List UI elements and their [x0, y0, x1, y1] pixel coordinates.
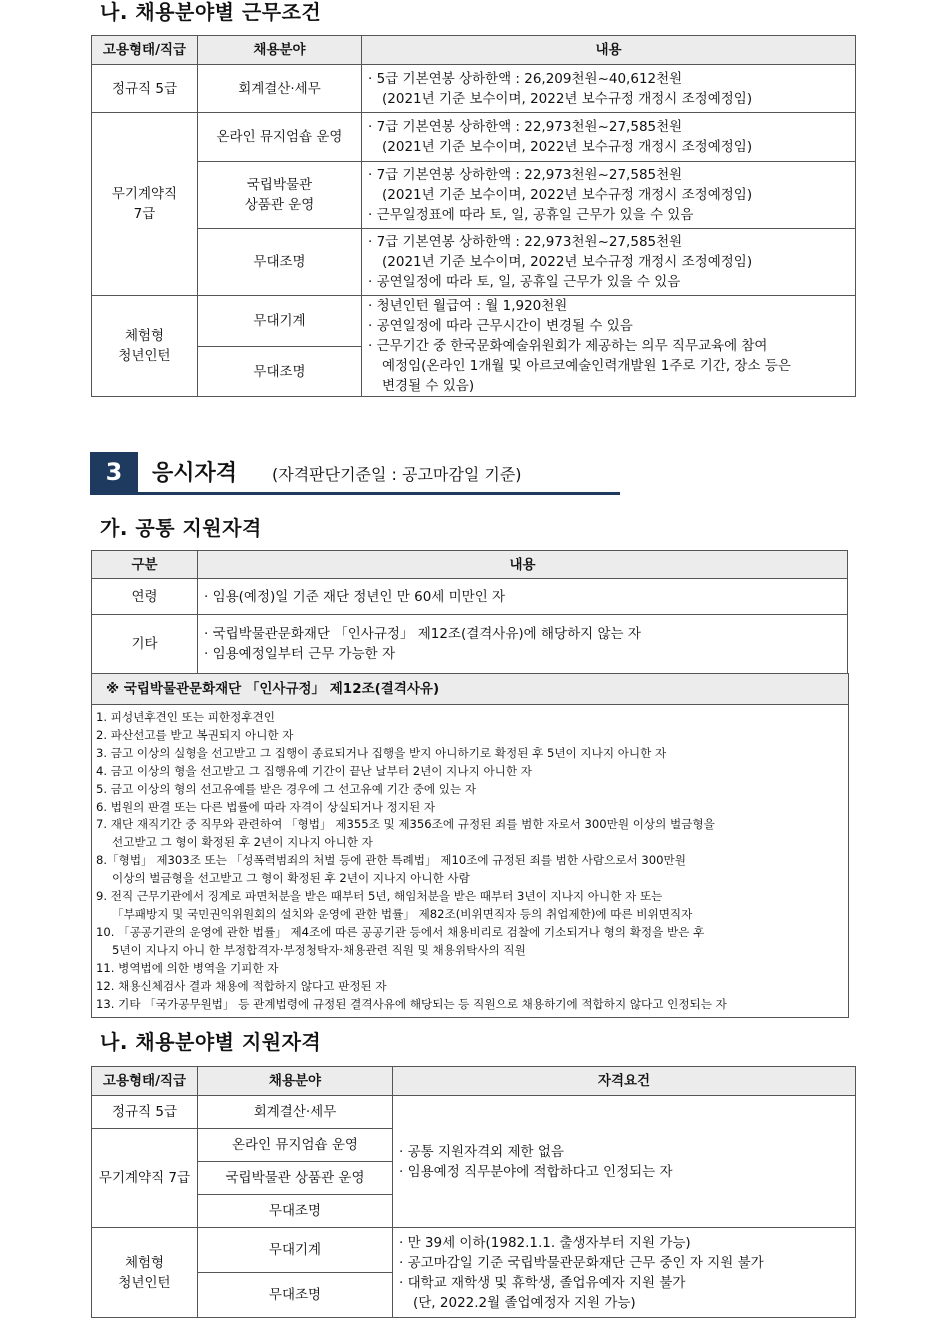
field-cell: 무대기계 — [198, 296, 362, 347]
list-item: 10. 「공공기관의 운영에 관한 법률」 제4조에 따른 공공기관 등에서 채용비리로 검찰에 기소되거나 형의 확정을 받은 후 — [96, 924, 705, 939]
list-item: 13. 기타 「국가공무원법」 등 관계법령에 규정된 결격사유에 해당되는 등 직원으로 채용하기에 적합하지 않다고 인정되는 자 — [96, 996, 727, 1011]
requirements-cell: · 공통 지원자격외 제한 없음 · 임용예정 직무분야에 적합하다고 인정되는 자 — [393, 1096, 856, 1228]
section-subtitle: (자격판단기준일 : 공고마감일 기준) — [272, 465, 522, 484]
content-cell: · 7급 기본연봉 상하한액 : 22,973천원~27,585천원 (2021년 기준 보수이며, 2022년 보수규정 개정시 조정예정임) — [362, 113, 856, 162]
conditions-heading: 나. 채용분야별 근무조건 — [100, 0, 322, 24]
category-cell: 기타 — [92, 615, 198, 674]
type-cell: 정규직 5급 — [92, 65, 198, 113]
type-cell: 체험형 청년인턴 — [92, 1228, 198, 1318]
content-cell: · 임용(예정)일 기준 재단 정년인 만 60세 미만인 자 — [198, 579, 848, 615]
content-cell: · 국립박물관문화재단 「인사규정」 제12조(결격사유)에 해당하지 않는 자 · 임용예정일부터 근무 가능한 자 — [198, 615, 848, 674]
list-item: 11. 병역법에 의한 병역을 기피한 자 — [96, 960, 279, 975]
field-cell: 회계결산·세무 — [198, 1096, 393, 1129]
list-item: 3. 금고 이상의 실형을 선고받고 그 집행이 종료되거나 집행을 받지 아니하기로 확정된 후 5년이 지나지 아니한 자 — [96, 745, 667, 760]
list-item: 8.「형법」 제303조 또는 「성폭력범죄의 처벌 등에 관한 특례법」 제10조에 규정된 죄를 범한 사람으로서 300만원 — [96, 853, 686, 868]
common-qualification-table — [91, 550, 848, 674]
section-title: 응시자격 — [152, 461, 238, 486]
field-cell: 무대조명 — [198, 347, 362, 397]
header-requirements: 자격요건 — [393, 1067, 856, 1096]
header-field: 채용분야 — [198, 36, 362, 65]
field-cell: 무대조명 — [198, 1273, 393, 1318]
header-type: 고용형태/직급 — [92, 36, 198, 65]
type-cell: 무기계약직 7급 — [92, 113, 198, 296]
list-item: 이상의 벌금형을 선고받고 그 형이 확정된 후 2년이 지나지 아니한 사람 — [112, 871, 470, 886]
field-qualification-heading: 나. 채용분야별 지원자격 — [100, 1030, 322, 1054]
list-item: 4. 금고 이상의 형을 선고받고 그 집행유예 기간이 끝난 날부터 2년이 지나지 아니한 자 — [96, 763, 532, 778]
section-underline — [90, 492, 620, 495]
requirements-cell: · 만 39세 이하(1982.1.1. 출생자부터 지원 가능) · 공고마감일 기준 국립박물관문화재단 근무 중인 자 지원 불가 · 대학교 재학생 및 휴학생, 졸업유예자 지원 불가 (단, 2022.2월 졸업예정자 지원 가능) — [393, 1228, 856, 1318]
disqualification-title: ※ 국립박물관문화재단 「인사규정」 제12조(결격사유) — [92, 674, 848, 705]
conditions-table — [91, 35, 856, 397]
field-cell: 국립박물관 상품관 운영 — [198, 162, 362, 229]
content-cell: · 7급 기본연봉 상하한액 : 22,973천원~27,585천원 (2021년 기준 보수이며, 2022년 보수규정 개정시 조정예정임) · 근무일정표에 따라 토, 일, 공휴일 근무가 있을 수 있음 — [362, 162, 856, 229]
list-item: 「부패방지 및 국민권익위원회의 설치와 운영에 관한 법률」 제82조(비위면직자 등의 취업제한)에 따른 비위면직자 — [112, 906, 693, 921]
list-item: 5년이 지나지 아니 한 부정합격자·부정청탁자·채용관련 직원 및 채용위탁사의 직원 — [112, 942, 526, 957]
type-cell: 체험형 청년인턴 — [92, 296, 198, 397]
list-item: 1. 피성년후견인 또는 피한정후견인 — [96, 710, 275, 724]
type-cell: 무기계약직 7급 — [92, 1129, 198, 1228]
field-cell: 무대조명 — [198, 229, 362, 296]
disqualification-list — [92, 705, 848, 1013]
header-content: 내용 — [198, 551, 848, 579]
list-item: 선고받고 그 형이 확정된 후 2년이 지나지 아니한 자 — [112, 835, 373, 850]
common-qualification-heading: 가. 공통 지원자격 — [100, 516, 262, 540]
category-cell: 연령 — [92, 579, 198, 615]
field-cell: 무대기계 — [198, 1228, 393, 1273]
field-cell: 온라인 뮤지엄숍 운영 — [198, 113, 362, 162]
list-item: 6. 법원의 판결 또는 다른 법률에 따라 자격이 상실되거나 정지된 자 — [96, 799, 436, 814]
header-content: 내용 — [362, 36, 856, 65]
content-cell: · 청년인턴 월급여 : 월 1,920천원 · 공연일정에 따라 근무시간이 변경될 수 있음 · 근무기간 중 한국문화예술위원회가 제공하는 의무 직무교육에 참여 예정임(온라인 1개월 및 아르코예술인력개발원 1주로 기간, 장소 등은 변경될 수 있음) — [362, 296, 856, 397]
disqualification-box — [91, 673, 849, 1018]
field-cell: 국립박물관 상품관 운영 — [198, 1162, 393, 1195]
header-type: 고용형태/직급 — [92, 1067, 198, 1096]
section-number: 3 — [90, 452, 138, 492]
field-cell: 온라인 뮤지엄숍 운영 — [198, 1129, 393, 1162]
list-item: 2. 파산선고를 받고 복권되지 아니한 자 — [96, 727, 294, 742]
list-item: 5. 금고 이상의 형의 선고유예를 받은 경우에 그 선고유예 기간 중에 있는 자 — [96, 781, 477, 796]
field-qualification-table — [91, 1066, 856, 1318]
content-cell: · 7급 기본연봉 상하한액 : 22,973천원~27,585천원 (2021년 기준 보수이며, 2022년 보수규정 개정시 조정예정임) · 공연일정에 따라 토, 일, 공휴일 근무가 있을 수 있음 — [362, 229, 856, 296]
list-item: 12. 채용신체검사 결과 채용에 적합하지 않다고 판정된 자 — [96, 978, 387, 993]
content-cell: · 5급 기본연봉 상하한액 : 26,209천원~40,612천원 (2021년 기준 보수이며, 2022년 보수규정 개정시 조정예정임) — [362, 65, 856, 113]
list-item: 7. 재단 재직기간 중 직무와 관련하여 「형법」 제355조 및 제356조에 규정된 죄를 범한 자로서 300만원 이상의 벌금형을 — [96, 817, 715, 832]
header-field: 채용분야 — [198, 1067, 393, 1096]
field-cell: 회계결산·세무 — [198, 65, 362, 113]
field-cell: 무대조명 — [198, 1195, 393, 1228]
list-item: 9. 전직 근무기관에서 징계로 파면처분을 받은 때부터 5년, 해임처분을 받은 때부터 3년이 지나지 아니한 자 또는 — [96, 889, 663, 904]
type-cell: 정규직 5급 — [92, 1096, 198, 1129]
header-category: 구분 — [92, 551, 198, 579]
